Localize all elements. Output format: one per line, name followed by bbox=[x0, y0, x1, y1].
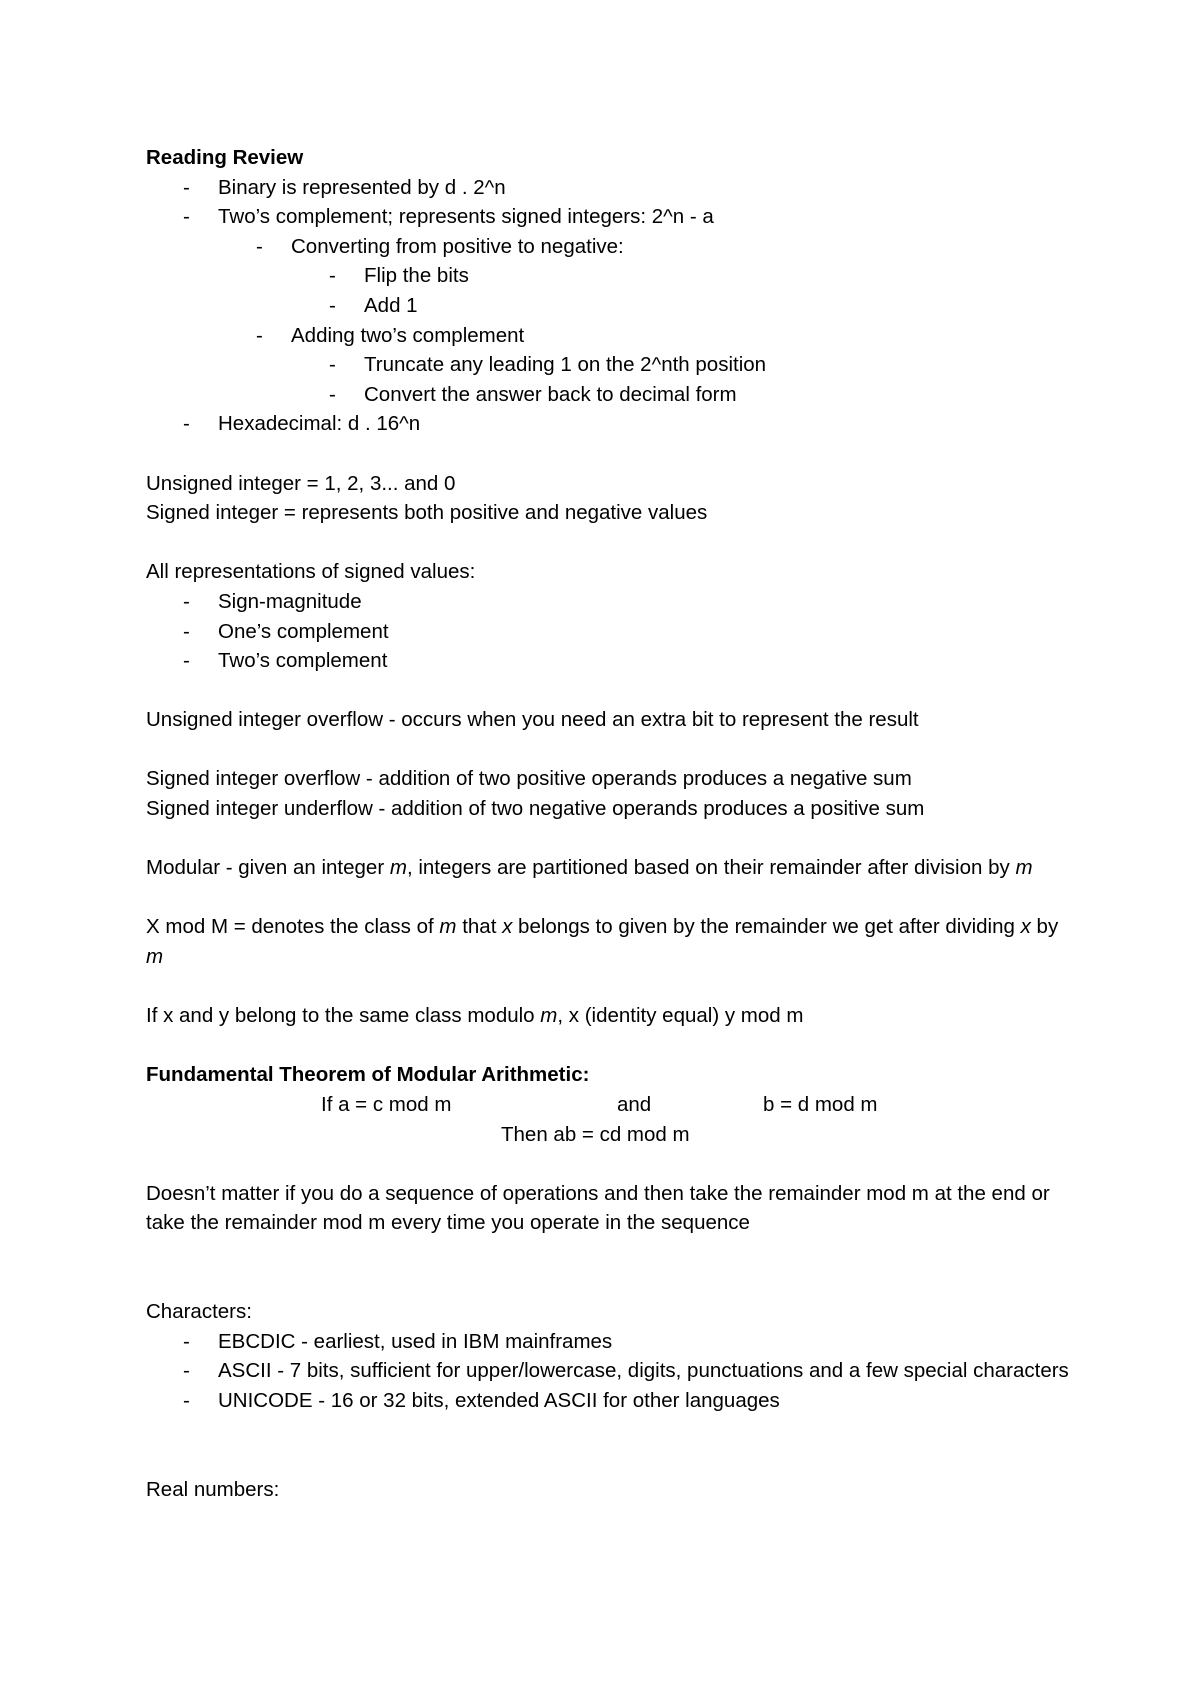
theorem-if-row bbox=[146, 1090, 1076, 1120]
signed-underflow-text: Signed integer underflow - addition of two negative operands produces a positive sum bbox=[146, 797, 925, 821]
signed-value-item: Two’s complement bbox=[218, 649, 388, 673]
list-item bbox=[146, 202, 1076, 232]
document-page bbox=[146, 143, 1076, 1504]
theorem-and: and bbox=[617, 1093, 652, 1116]
hexadecimal-text: Hexadecimal: d . 16^n bbox=[218, 412, 421, 436]
binary-text: Binary is represented by d . 2^n bbox=[218, 175, 506, 199]
adding-text: Adding two’s complement bbox=[291, 323, 525, 347]
unsigned-integer-text: Unsigned integer = 1, 2, 3... and 0 bbox=[146, 471, 456, 495]
convert-back-text: Convert the answer back to decimal form bbox=[364, 382, 737, 406]
list-item bbox=[146, 173, 1076, 203]
bullet-dash: - bbox=[183, 1388, 190, 1412]
signed-value-item: Sign-magnitude bbox=[218, 589, 362, 613]
x-mod-m-paragraph: X mod M = denotes the class of m that x belongs to given by the remainder we get after dividing x by m bbox=[146, 915, 1059, 969]
bullet-dash: - bbox=[256, 234, 263, 258]
add-one-text: Add 1 bbox=[364, 293, 418, 317]
character-item: EBCDIC - earliest, used in IBM mainframes bbox=[218, 1329, 613, 1353]
theorem-heading: Fundamental Theorem of Modular Arithmetic: bbox=[146, 1063, 590, 1087]
converting-text: Converting from positive to negative: bbox=[291, 234, 624, 258]
list-item bbox=[146, 1386, 1076, 1416]
bullet-dash: - bbox=[329, 293, 336, 317]
flip-bits-text: Flip the bits bbox=[364, 264, 469, 288]
list-item bbox=[146, 261, 1076, 291]
bullet-dash: - bbox=[183, 205, 190, 229]
bullet-dash: - bbox=[183, 412, 190, 436]
list-item bbox=[146, 1356, 1076, 1386]
bullet-dash: - bbox=[183, 1359, 190, 1383]
bullet-dash: - bbox=[329, 353, 336, 377]
unsigned-overflow-text: Unsigned integer overflow - occurs when you need an extra bit to represent the result bbox=[146, 708, 919, 732]
twos-complement-text: Two’s complement; represents signed integers: 2^n - a bbox=[218, 205, 714, 229]
bullet-dash: - bbox=[256, 323, 263, 347]
signed-values-heading: All representations of signed values: bbox=[146, 560, 476, 584]
bullet-dash: - bbox=[183, 175, 190, 199]
truncate-text: Truncate any leading 1 on the 2^nth position bbox=[364, 353, 767, 377]
list-item bbox=[146, 617, 1076, 647]
list-item bbox=[146, 587, 1076, 617]
modular-paragraph: Modular - given an integer m, integers are partitioned based on their remainder after division by m bbox=[146, 856, 1033, 880]
list-item bbox=[146, 291, 1076, 321]
character-item: UNICODE - 16 or 32 bits, extended ASCII for other languages bbox=[218, 1388, 780, 1412]
list-item bbox=[146, 646, 1076, 676]
theorem-then-row bbox=[146, 1120, 1076, 1150]
signed-value-item: One’s complement bbox=[218, 619, 389, 643]
bullet-dash: - bbox=[183, 589, 190, 613]
list-item bbox=[146, 409, 1076, 439]
bullet-dash: - bbox=[183, 649, 190, 673]
theorem-then: Then ab = cd mod m bbox=[501, 1122, 690, 1146]
real-numbers-heading: Real numbers: bbox=[146, 1477, 280, 1501]
theorem-b: b = d mod m bbox=[763, 1093, 878, 1116]
list-item bbox=[146, 321, 1076, 351]
signed-integer-text: Signed integer = represents both positive and negative values bbox=[146, 501, 708, 525]
theorem-if: If a = c mod m bbox=[321, 1093, 452, 1116]
signed-overflow-text: Signed integer overflow - addition of two positive operands produces a negative sum bbox=[146, 767, 912, 791]
character-item: ASCII - 7 bits, sufficient for upper/lowercase, digits, punctuations and a few special characters bbox=[218, 1359, 1069, 1383]
bullet-dash: - bbox=[183, 1329, 190, 1353]
bullet-dash: - bbox=[329, 264, 336, 288]
bullet-dash: - bbox=[183, 619, 190, 643]
list-item bbox=[146, 350, 1076, 380]
bullet-dash: - bbox=[329, 382, 336, 406]
reading-review-heading: Reading Review bbox=[146, 146, 304, 169]
list-item bbox=[146, 380, 1076, 410]
same-class-paragraph: If x and y belong to the same class modulo m, x (identity equal) y mod m bbox=[146, 1004, 804, 1028]
characters-heading: Characters: bbox=[146, 1300, 252, 1324]
list-item bbox=[146, 232, 1076, 262]
list-item bbox=[146, 1327, 1076, 1357]
theorem-note: Doesn’t matter if you do a sequence of operations and then take the remainder mod m at the end or take the remainder mod m every time you operate in the sequence bbox=[146, 1181, 1050, 1235]
